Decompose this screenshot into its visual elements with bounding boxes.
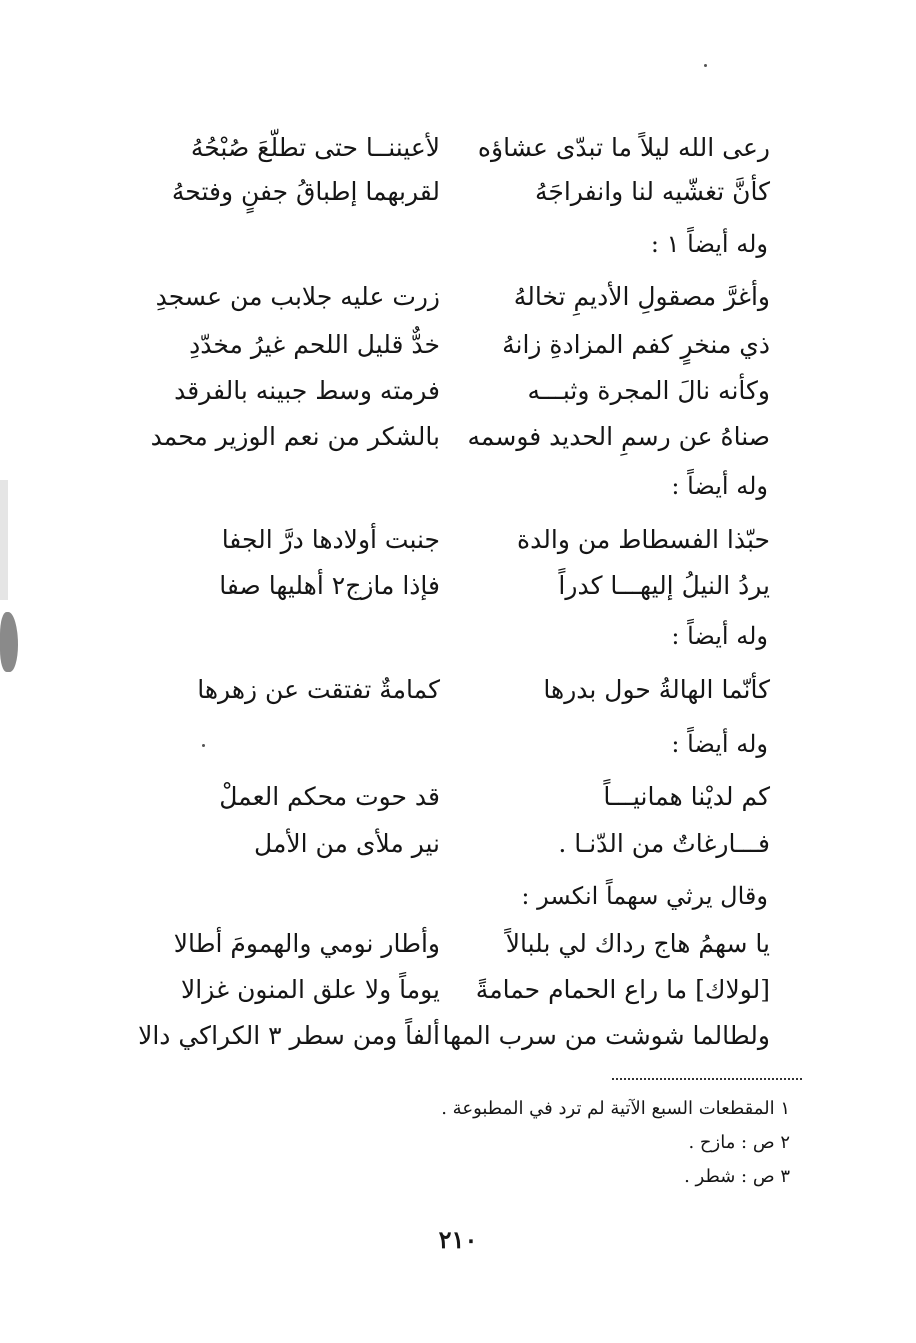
first-hemistich: حبّذا الفسطاط من والدة: [517, 525, 770, 554]
scan-edge-mark: [0, 612, 18, 672]
footnote: ٣ ص : شطر .: [684, 1166, 790, 1187]
second-hemistich: فإذا مازج٢ أهليها صفا: [219, 571, 440, 600]
footnote: ١ المقطعات السبع الآتية لم ترد في المطبوعة .: [441, 1098, 790, 1119]
verse: [150, 562, 770, 610]
second-hemistich: وأطار نومي والهمومَ أطالا: [173, 929, 440, 958]
second-hemistich: لأعيننــا حتى تطلّعَ صُبْحُهُ: [190, 133, 440, 162]
second-hemistich: فرمته وسط جبينه بالفرقد: [174, 376, 440, 405]
verse: [150, 367, 770, 415]
second-hemistich: لقربهما إطباقُ جفنٍ وفتحهُ: [171, 177, 440, 206]
first-hemistich: وأغرَّ مصقولِ الأديمِ تخالهُ: [513, 282, 770, 311]
poem-intro: وله أيضاً :: [671, 622, 768, 650]
second-hemistich: كمامةٌ تفتقت عن زهرها: [197, 675, 440, 704]
scan-edge-mark: [0, 480, 8, 600]
verse: [150, 820, 770, 868]
second-hemistich: خدٌّ قليل اللحم غيرُ مخدّدِ: [189, 330, 440, 359]
first-hemistich: كأنَّ تغشّيه لنا وانفراجَهُ: [535, 177, 770, 206]
verse: [150, 168, 770, 216]
poem-intro: وله أيضاً :: [671, 472, 768, 500]
first-hemistich: وكأنه نالَ المجرة وثبـــه: [527, 376, 770, 405]
verse: [150, 413, 770, 461]
second-hemistich: قد حوت محكم العملْ: [219, 782, 440, 811]
second-hemistich: ألفاً ومن سطر ٣ الكراكي دالا: [138, 1021, 440, 1050]
footnote-separator: [612, 1078, 802, 1080]
first-hemistich: فـــارغاتٌ من الدّنـا .: [558, 829, 770, 858]
verse: [150, 773, 770, 821]
page-number: ٢١٠: [438, 1225, 478, 1254]
second-hemistich: جنبت أولادها درَّ الجفا: [221, 525, 440, 554]
first-hemistich: ولطالما شوشت من سرب المها: [442, 1021, 770, 1050]
verse: [150, 321, 770, 369]
first-hemistich: كم لديْنا همانيـــاً: [603, 782, 770, 811]
verse: [150, 124, 770, 172]
first-hemistich: صناهُ عن رسمِ الحديد فوسمه: [467, 422, 770, 451]
second-hemistich: نير ملأى من الأمل: [254, 829, 440, 858]
poem-intro: وله أيضاً :: [671, 730, 768, 758]
poem-intro: وله أيضاً ١ :: [650, 230, 768, 258]
second-hemistich: زرت عليه جلابب من عسجدِ: [155, 282, 440, 311]
verse: [150, 920, 770, 968]
footnote: ٢ ص : مازح .: [688, 1132, 790, 1153]
verse: [150, 666, 770, 714]
scan-speck: [202, 744, 205, 747]
verse: [150, 966, 770, 1014]
second-hemistich: يوماً ولا علق المنون غزالا: [181, 975, 440, 1004]
verse: [138, 1012, 770, 1060]
verse: [150, 516, 770, 564]
poem-intro: وقال يرثي سهماً انكسر :: [521, 882, 768, 910]
first-hemistich: يردُ النيلُ إليهـــا كدراً: [558, 571, 770, 600]
second-hemistich: بالشكر من نعم الوزير محمد: [150, 422, 440, 451]
first-hemistich: [لولاك] ما راع الحمام حمامةً: [475, 975, 770, 1004]
scan-speck: [704, 64, 707, 67]
first-hemistich: رعى الله ليلاً ما تبدّى عشاؤه: [477, 133, 770, 162]
first-hemistich: كأنّما الهالةُ حول بدرها: [543, 675, 770, 704]
first-hemistich: ذي منخرٍ كفم المزادةِ زانهُ: [502, 330, 770, 359]
first-hemistich: يا سهمُ هاج رداك لي بلبالاً: [505, 929, 770, 958]
verse: [150, 273, 770, 321]
